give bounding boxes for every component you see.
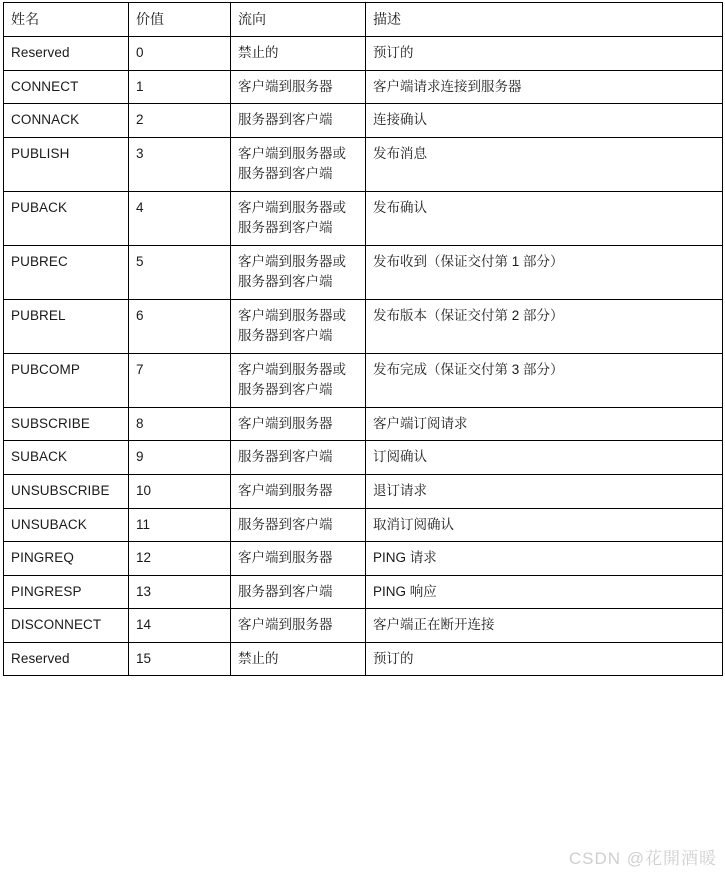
table-row [4, 475, 723, 509]
cell-packet-description: 取消订阅确认 [366, 508, 723, 542]
table-row [4, 245, 723, 299]
cell-packet-description: 发布完成（保证交付第 3 部分） [366, 353, 723, 407]
cell-packet-direction: 客户端到服务器或服务器到客户端 [231, 245, 366, 299]
cell-packet-value: 13 [129, 575, 231, 609]
cell-packet-value: 2 [129, 104, 231, 138]
cell-packet-name: CONNACK [4, 104, 129, 138]
column-header-direction: 流向 [231, 3, 366, 37]
column-header-name: 姓名 [4, 3, 129, 37]
cell-packet-value: 9 [129, 441, 231, 475]
csdn-watermark: CSDN @花開酒暖 [568, 849, 717, 868]
cell-packet-description: 连接确认 [366, 104, 723, 138]
table-row [4, 407, 723, 441]
table-row [4, 70, 723, 104]
cell-packet-direction: 客户端到服务器或服务器到客户端 [231, 191, 366, 245]
cell-packet-description: PING 请求 [366, 542, 723, 576]
cell-packet-direction: 服务器到客户端 [231, 575, 366, 609]
cell-packet-value: 6 [129, 299, 231, 353]
table-row [4, 441, 723, 475]
table-body [4, 37, 723, 676]
cell-packet-value: 1 [129, 70, 231, 104]
cell-packet-direction: 服务器到客户端 [231, 104, 366, 138]
cell-packet-value: 3 [129, 137, 231, 191]
cell-packet-name: DISCONNECT [4, 609, 129, 643]
cell-packet-description: 发布版本（保证交付第 2 部分） [366, 299, 723, 353]
cell-packet-direction: 客户端到服务器或服务器到客户端 [231, 299, 366, 353]
table-row [4, 37, 723, 71]
column-header-value: 价值 [129, 3, 231, 37]
cell-packet-description: PING 响应 [366, 575, 723, 609]
cell-packet-name: Reserved [4, 642, 129, 676]
table-row [4, 353, 723, 407]
table-row [4, 508, 723, 542]
cell-packet-name: PUBREL [4, 299, 129, 353]
cell-packet-name: Reserved [4, 37, 129, 71]
table-header-row [4, 3, 723, 37]
table-row [4, 299, 723, 353]
cell-packet-description: 退订请求 [366, 475, 723, 509]
table-header [4, 3, 723, 37]
cell-packet-direction: 禁止的 [231, 642, 366, 676]
cell-packet-value: 11 [129, 508, 231, 542]
cell-packet-name: PINGREQ [4, 542, 129, 576]
document-root [3, 2, 722, 676]
cell-packet-name: PUBREC [4, 245, 129, 299]
cell-packet-description: 发布收到（保证交付第 1 部分） [366, 245, 723, 299]
cell-packet-direction: 服务器到客户端 [231, 508, 366, 542]
cell-packet-name: PUBACK [4, 191, 129, 245]
cell-packet-description: 发布消息 [366, 137, 723, 191]
cell-packet-description: 发布确认 [366, 191, 723, 245]
cell-packet-value: 14 [129, 609, 231, 643]
cell-packet-direction: 客户端到服务器 [231, 542, 366, 576]
cell-packet-name: PINGRESP [4, 575, 129, 609]
table-row [4, 642, 723, 676]
cell-packet-name: SUBACK [4, 441, 129, 475]
cell-packet-value: 5 [129, 245, 231, 299]
cell-packet-description: 客户端订阅请求 [366, 407, 723, 441]
cell-packet-direction: 客户端到服务器 [231, 407, 366, 441]
mqtt-control-packet-table [3, 2, 723, 676]
cell-packet-direction: 客户端到服务器或服务器到客户端 [231, 137, 366, 191]
cell-packet-value: 12 [129, 542, 231, 576]
table-row [4, 575, 723, 609]
cell-packet-name: UNSUBACK [4, 508, 129, 542]
cell-packet-direction: 客户端到服务器或服务器到客户端 [231, 353, 366, 407]
cell-packet-value: 7 [129, 353, 231, 407]
cell-packet-name: CONNECT [4, 70, 129, 104]
cell-packet-direction: 客户端到服务器 [231, 609, 366, 643]
table-row [4, 542, 723, 576]
cell-packet-direction: 客户端到服务器 [231, 475, 366, 509]
cell-packet-direction: 禁止的 [231, 37, 366, 71]
cell-packet-name: SUBSCRIBE [4, 407, 129, 441]
cell-packet-value: 0 [129, 37, 231, 71]
cell-packet-direction: 客户端到服务器 [231, 70, 366, 104]
table-row [4, 137, 723, 191]
table-row [4, 104, 723, 138]
cell-packet-description: 预订的 [366, 642, 723, 676]
table-row [4, 191, 723, 245]
cell-packet-name: PUBLISH [4, 137, 129, 191]
column-header-description: 描述 [366, 3, 723, 37]
cell-packet-name: PUBCOMP [4, 353, 129, 407]
cell-packet-value: 4 [129, 191, 231, 245]
cell-packet-value: 15 [129, 642, 231, 676]
cell-packet-description: 订阅确认 [366, 441, 723, 475]
cell-packet-description: 预订的 [366, 37, 723, 71]
table-row [4, 609, 723, 643]
cell-packet-name: UNSUBSCRIBE [4, 475, 129, 509]
cell-packet-value: 8 [129, 407, 231, 441]
cell-packet-description: 客户端请求连接到服务器 [366, 70, 723, 104]
cell-packet-direction: 服务器到客户端 [231, 441, 366, 475]
cell-packet-value: 10 [129, 475, 231, 509]
cell-packet-description: 客户端正在断开连接 [366, 609, 723, 643]
